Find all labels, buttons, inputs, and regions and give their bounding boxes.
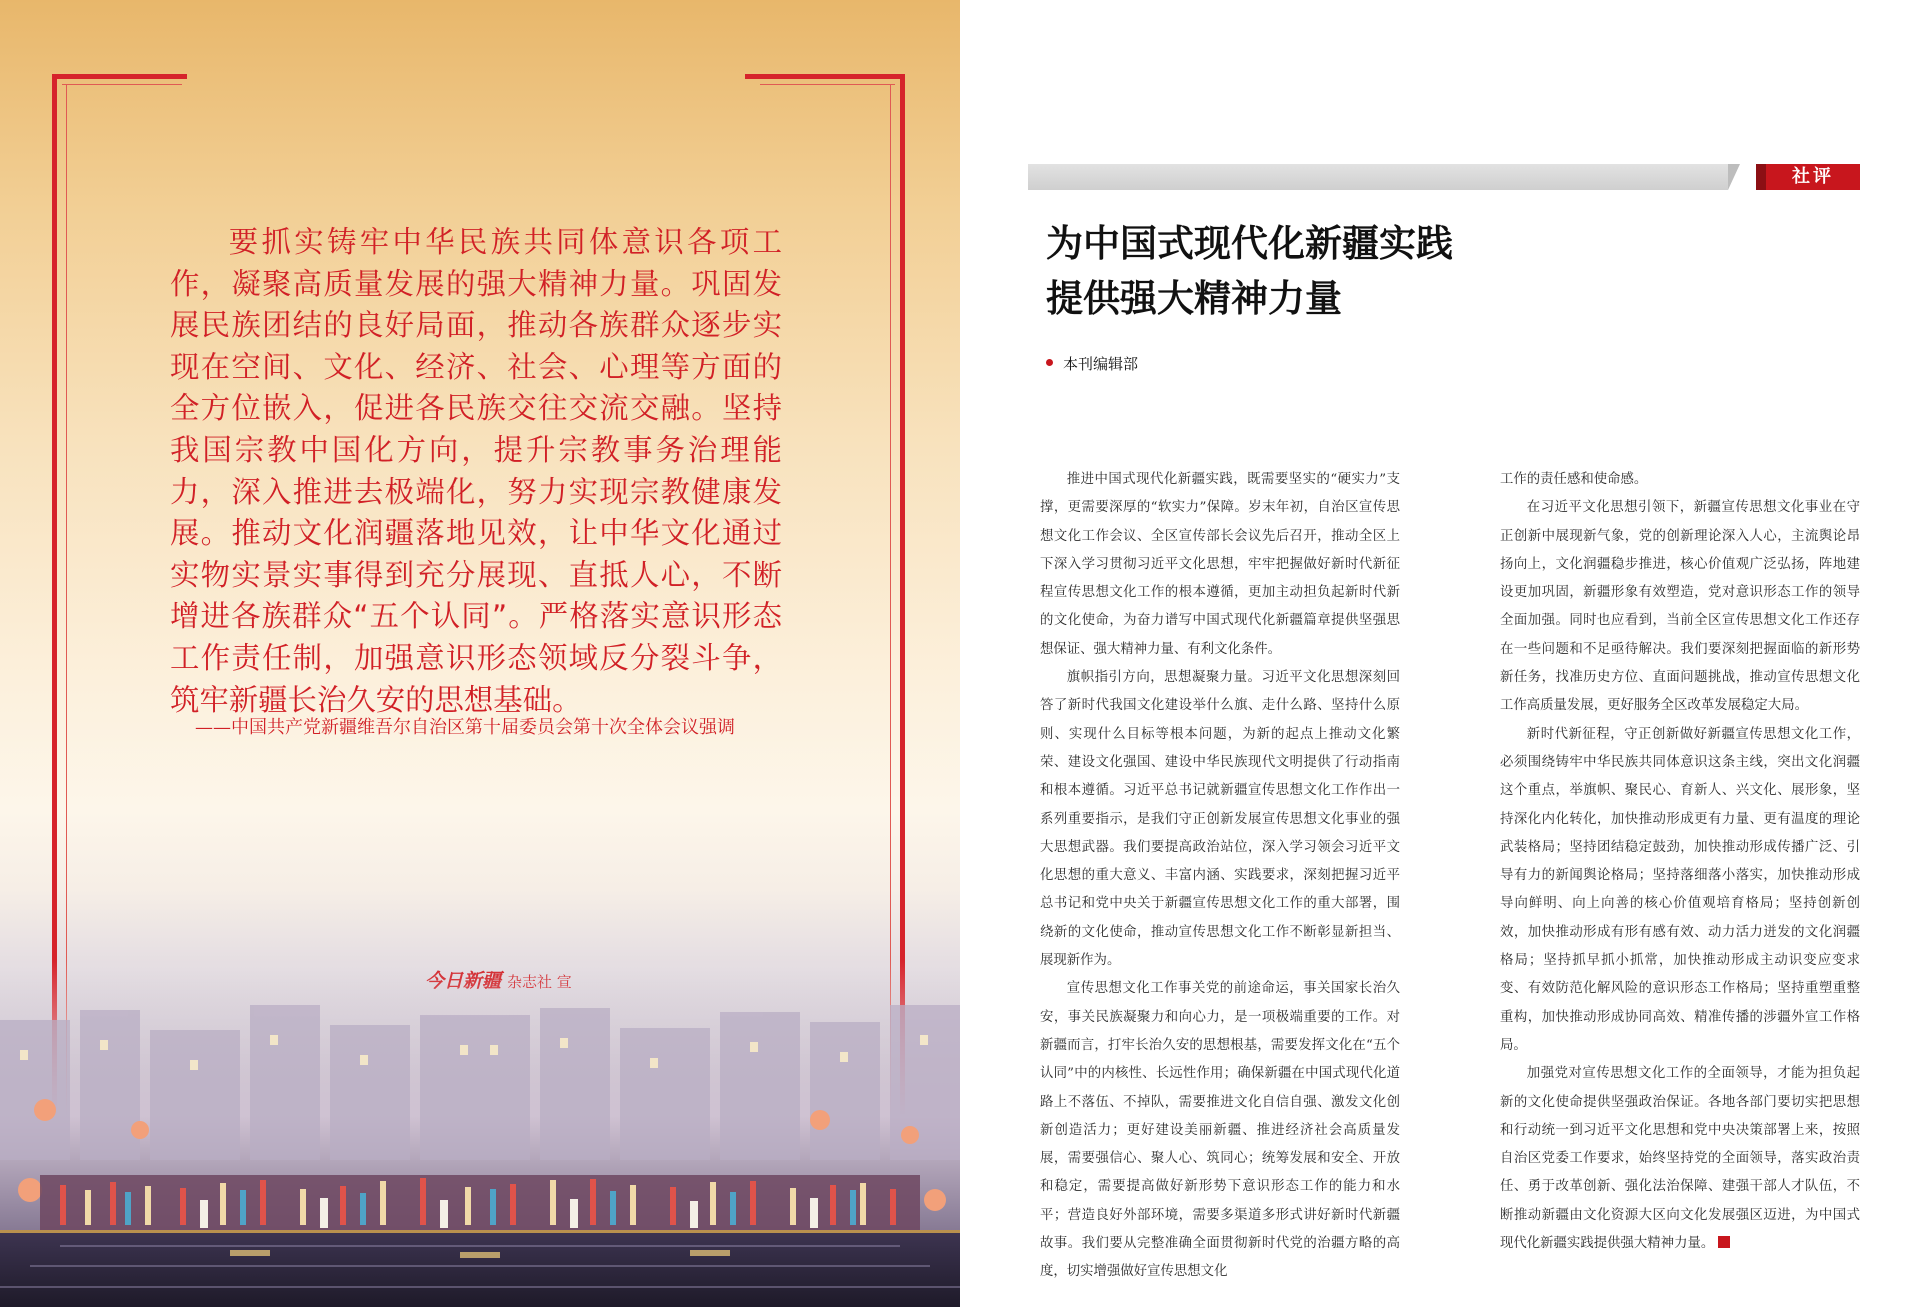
paragraph-final <box>1500 1060 1860 1258</box>
section-header-bar <box>1028 164 1728 190</box>
paragraph: 旗帜指引方向，思想凝聚力量。习近平文化思想深刻回答了新时代我国文化建设举什么旗、走什么路、坚持什么原则、实现什么目标等根本问题，为新的起点上推动文化繁荣、建设文化强国、建设中华民族现代文明提供了行动指南和根本遵循。习近平总书记就新疆宣传思想文化工作作出一系列重要指示，是我们守正创新发展宣传思想文化事业的强大思想武器。我们要提高政治站位，深入学习领会习近平文化思想的重大意义、丰富内涵、实践要求，深刻把握习近平总书记和党中央关于新疆宣传思想文化工作的重大部署，围绕新的文化使命，推动宣传思想文化工作不断彰显新担当、展现新作为。 <box>1040 670 1400 969</box>
article-end-mark-icon <box>1718 1236 1730 1248</box>
paragraph: 推进中国式现代化新疆实践，既需要坚实的“硬实力”支撑，更需要深厚的“软实力”保障。岁末年初，自治区宣传思想文化工作会议、全区宣传部长会议先后召开，推动全区上下深入学习贯彻习近平文化思想，牢牢把握做好新时代新征程宣传思想文化工作的根本遵循，更加主动担负起新时代新的文化使命，为奋力谱写中国式现代化新疆篇章提供坚强思想保证、强大精神力量、有利文化条件。 <box>1040 472 1400 657</box>
frame-corner-top-right <box>745 74 905 79</box>
quote-attribution: ——中国共产党新疆维吾尔自治区第十届委员会第十次全体会议强调 <box>195 717 735 738</box>
paragraph: 新时代新征程，守正创新做好新疆宣传思想文化工作，必须围绕铸牢中华民族共同体意识这条主线，突出文化润疆这个重点，举旗帜、聚民心、育新人、兴文化、展形象，坚持深化内化转化，加快推动形成更有力量、更有温度的理论武装格局；坚持团结稳定鼓劲，加快推动形成传播广泛、引导有力的新闻舆论格局；坚持落细落小落实，加快推动形成导向鲜明、向上向善的核心价值观培育格局；坚持创新创效，加快推动形成有形有感有效、动力活力迸发的文化润疆格局；坚持抓早抓小抓常，加快推动形成主动识变应变求变、有效防范化解风险的意识形态工作格局；坚持重塑重整重构，加快推动形成协同高效、精准传播的涉疆外宣工作格局。 <box>1500 726 1860 1053</box>
article-title-line-1: 为中国式现代化新疆实践 <box>1046 222 1453 265</box>
paragraph: 在习近平文化思想引领下，新疆宣传思想文化事业在守正创新中展现新气象，党的创新理论深入人心，主流舆论昂扬向上，文化润疆稳步推进，核心价值观广泛弘扬，阵地建设更加巩固，新疆形象有效塑造，党对意识形态工作的领导全面加强。同时也应看到，当前全区宣传思想文化工作还存在一些问题和不足亟待解决。我们要深刻把握面临的新形势新任务，找准历史方位、直面问题挑战，推动宣传思想文化工作高质量发展，更好服务全区改革发展稳定大局。 <box>1500 500 1860 714</box>
author-bullet-icon <box>1046 359 1053 366</box>
festival-performance-photo <box>0 960 960 1307</box>
frame-corner-top-left <box>52 74 187 79</box>
policy-quote: 要抓实铸牢中华民族共同体意识各项工作，凝聚高质量发展的强大精神力量。巩固发展民族团结的良好局面，推动各族群众逐步实现在空间、文化、经济、社会、心理等方面的全方位嵌入，促进各民族交往交流交融。坚持我国宗教中国化方向，提升宗教事务治理能力，深入推进去极端化，努力实现宗教健康发展。推动文化润疆落地见效，让中华文化通过实物实景实事得到充分展现、直抵人心，不断增进各族群众“五个认同”。严格落实意识形态工作责任制，加强意识形态领域反分裂斗争，筑牢新疆长治久安的思想基础。 <box>170 225 782 717</box>
section-header-fold <box>1728 164 1740 190</box>
final-paragraph-text: 加强党对宣传思想文化工作的全面领导，才能为担负起新的文化使命提供坚强政治保证。各地各部门要切实把思想和行动统一到习近平文化思想和党中央决策部署上来，按照自治区党委工作要求，始终坚持党的全面领导，落实政治责任、勇于改革创新、强化法治保障、建强干部人才队伍，不断推动新疆由文化资源大区向文化发展强区迈进，为中国式现代化新疆实践提供强大精神力量。 <box>1500 1066 1860 1252</box>
article-column-1 <box>1040 466 1400 1287</box>
article-author <box>1046 353 1138 374</box>
section-tag-fold <box>1756 164 1766 190</box>
frame-thin-top-left <box>62 84 182 85</box>
section-tag-editorial: 社评 <box>1766 164 1860 190</box>
article-title-line-2: 提供强大精神力量 <box>1046 277 1342 320</box>
right-page <box>960 0 1920 1307</box>
paragraph: 工作的责任感和使命感。 <box>1500 472 1648 487</box>
article-title <box>1046 216 1453 326</box>
article-column-2 <box>1500 466 1860 1258</box>
author-name: 本刊编辑部 <box>1063 355 1139 373</box>
paragraph: 宣传思想文化工作事关党的前途命运，事关国家长治久安，事关民族凝聚力和向心力，是一项极端重要的工作。对新疆而言，打牢长治久安的思想根基，需要发挥文化在“五个认同”中的内核性、长远性作用；确保新疆在中国式现代化道路上不落伍、不掉队，需要推进文化自信自强、激发文化创新创造活力；更好建设美丽新疆、推进经济社会高质量发展，需要强信心、聚人心、筑同心；统筹发展和安全、开放和稳定，需要提高做好新形势下意识形态工作的能力和水平；营造良好外部环境，需要多渠道多形式讲好新时代新疆故事。我们要从完整准确全面贯彻新时代党的治疆方略的高度，切实增强做好宣传思想文化 <box>1040 981 1400 1280</box>
frame-thin-top-right <box>760 84 895 85</box>
